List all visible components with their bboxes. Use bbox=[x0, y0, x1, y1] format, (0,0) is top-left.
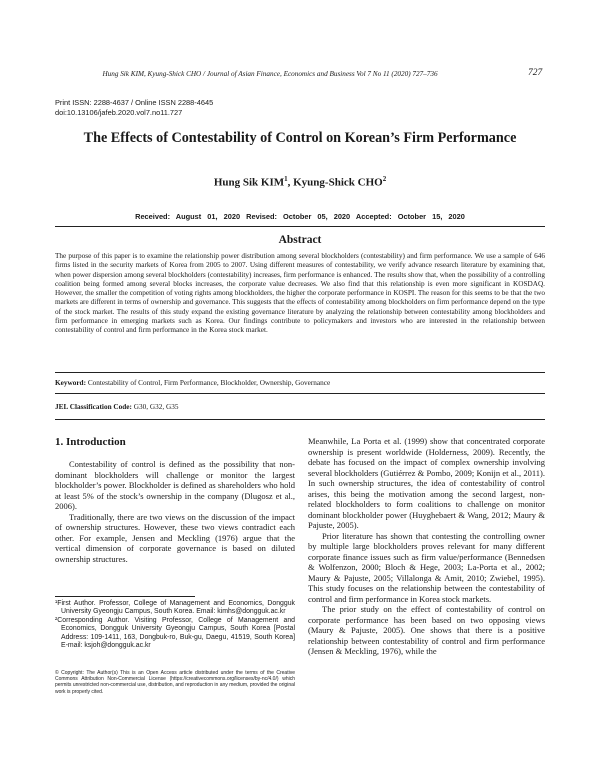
paragraph: Meanwhile, La Porta et al. (1999) show that concentrated corporate ownership is present worldwide (Holderness, 2009). Recently, the debate has focused on the impact of complex ownership involving several blockholders (Gutiérrez & Pombo, 2009; Konijn et al., 2011). In such ownership structures, the idea of contestability of control arises, this being the motivation among the second largest, non-related blockholders to form coalitions to challenge on monitor dominant blockholder power (Huyghebaert & Wang, 2012; Maury & Pajuste, 2005). bbox=[308, 436, 545, 530]
paragraph: Prior literature has shown that contesting the controlling owner by multiple large blockholders proves relevant for many different corporate finance issues such as firm value/performance (Bennedsen & Wolfenzon, 2000; Bloch & Hege, 2003; La-Porta et al., 2002; Maury & Pajuste, 2005; Villalonga & Amit, 2010; Zwiebel, 1995). This study focuses on the relationship between the contestability of control and firm performance in Korea stock markets. bbox=[308, 530, 545, 604]
footnote: ¹First Author. Professor, College of Management and Economics, Dongguk University Gyeongju Campus, South Korea. Email: kimhs@dongguk.ac.kr bbox=[55, 600, 295, 616]
doi-line[interactable]: doi:10.13106/jafeb.2020.vol7.no11.727 bbox=[55, 107, 183, 117]
copyright-notice: © Copyright: The Author(s) This is an Open Access article distributed under the terms of the Creative Commons Attribution Non-Commercial License (https://creativecommons.org/licenses/by-nc/4.0/) which permits unrestricted non-commercial use, distribution, and reproduction in any medium, provided the original work is properly cited. bbox=[55, 670, 295, 695]
footnote: ²Corresponding Author. Visiting Professor, College of Management and Economics, Dongguk University Gyeongju Campus, South Korea [Postal Address: 109-1411, 163, Dongbuk-ro, Buk-gu, Daegu, 41519, South Korea] E-mail: ksjoh@dongguk.ac.kr bbox=[55, 616, 295, 650]
issn-line: Print ISSN: 2288-4637 / Online ISSN 2288-4645 bbox=[55, 98, 214, 107]
author-list bbox=[40, 175, 560, 189]
footnotes bbox=[55, 600, 295, 650]
paper-title: The Effects of Contestability of Control on Korean’s Firm Performance bbox=[83, 130, 517, 146]
left-column bbox=[55, 459, 295, 564]
keywords-text: Contestability of Control, Firm Performance, Blockholder, Ownership, Governance bbox=[86, 379, 331, 387]
divider bbox=[55, 226, 545, 227]
abstract-text: The purpose of this paper is to examine the relationship power distribution among several blockholders (contestability) and firm performance. We use a sample of 646 firms listed in the security markets of Korea from 2005 to 2007. Using different measures of contestability, we verify advance research literature by examining that, when power dispersion among several blockholders (contestability) increases, firm performance is enhanced. The results show that, when the possibility of a controlling coalition being formed among several blocks increases, the corporate value decreases. We also find that this relationship is even more significant in KOSDAQ. However, the smaller the competition of voting rights among blockholders, the higher the corporate performance in KOSPI. The reason for this seems to be that the two markets are different in terms of ownership and governance. This suggests that the effects of contestability among blockholders on firm performance depend on the type of the stock market. The results of this study expand the existing governance literature by analyzing the relationship between contestability among blockholders and firm performance in emerging markets such as Korea. Our findings contribute to policymakers and investors who are interested in the relationship between contestability of control and firm performance in the Korea stock market. bbox=[55, 252, 545, 334]
jel-text: G30, G32, G35 bbox=[131, 403, 179, 411]
author-name: Kyung-Shick CHO bbox=[293, 176, 383, 189]
jel-label: JEL Classification Code: bbox=[55, 403, 132, 411]
keywords bbox=[55, 379, 545, 387]
abstract-heading: Abstract bbox=[278, 234, 322, 246]
jel-codes bbox=[55, 403, 545, 411]
divider bbox=[55, 419, 545, 420]
section-heading: 1. Introduction bbox=[55, 436, 126, 448]
page-number: 727 bbox=[528, 68, 543, 78]
right-column bbox=[308, 436, 545, 657]
author-separator: , bbox=[287, 176, 294, 189]
keywords-label: Keyword: bbox=[55, 379, 87, 387]
divider bbox=[55, 372, 545, 373]
submission-dates: Received: August 01, 2020 Revised: October 05, 2020 Accepted: October 15, 2020 bbox=[135, 212, 465, 221]
footnote-divider bbox=[55, 596, 195, 597]
running-head: Hung Sik KIM, Kyung-Shick CHO / Journal of Asian Finance, Economics and Business Vol 7 No 11 (2020) 727–736 bbox=[102, 70, 438, 78]
issn-block bbox=[55, 98, 213, 117]
author-name: Hung Sik KIM bbox=[213, 176, 285, 189]
author-affiliation-mark: 1 bbox=[284, 175, 288, 183]
author-affiliation-mark: 2 bbox=[382, 175, 387, 183]
paragraph: Traditionally, there are two views on the discussion of the impact of ownership structures. However, these two views contradict each other. For example, Jensen and Meckling (1976) argue that the vertical dimension of corporate governance is based on diluted ownership structures. bbox=[55, 511, 295, 564]
paragraph: The prior study on the effect of contestability of control on corporate performance has been based on two opposing views (Maury & Pajuste, 2005). One shows that there is a positive relationship between contestability of control and firm performance (Jensen & Meckling, 1976), while the bbox=[308, 604, 545, 656]
divider bbox=[55, 393, 545, 394]
paragraph: Contestability of control is defined as the possibility that non-dominant blockholders will challenge or monitor the largest blockholder’s power. Blockholder is defined as shareholders who hold at least 5% of the stock’s ownership in the company (Dlugosz et al., 2006). bbox=[55, 459, 295, 511]
